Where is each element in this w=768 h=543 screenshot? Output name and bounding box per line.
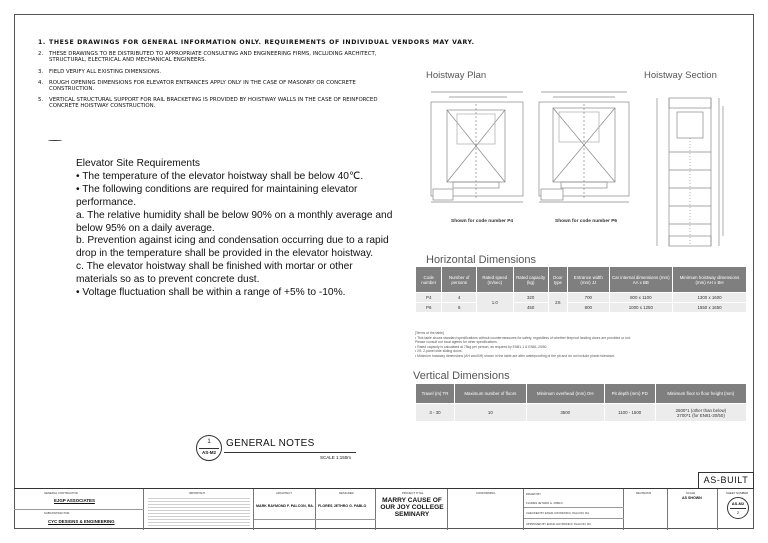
- table-cell: 450: [513, 303, 548, 313]
- note-text: ROUGH OPENING DIMENSIONS FOR ELEVATOR ENTRANCES APPLY ONLY IN THE CASE OF MASONRY OR CONCRETE CONSTRUCTION.: [49, 79, 356, 93]
- note-text: FIELD VERIFY ALL EXISTING DIMENSIONS.: [49, 68, 162, 75]
- requirement-line: • Voltage fluctuation shall be within a range of +5% to -10%.: [76, 287, 346, 299]
- table-header: Door type: [548, 267, 567, 293]
- hoistway-panel: [405, 70, 753, 430]
- architect: MARK RAYMOND F. PALCON, RA.: [256, 504, 314, 508]
- hoistway-drawings: [419, 86, 753, 251]
- detail-number: 1: [207, 439, 211, 445]
- divider: [524, 507, 624, 508]
- note-text: VERTICAL STRUCTURAL SUPPORT FOR RAIL BRACKETING IS PROVIDED BY HOISTWAY WALLS IN THE CASE OF REINFORCED CONCRETE HOISTWAY CONSTRUCTION.: [49, 97, 378, 110]
- designer-cell: [316, 489, 376, 530]
- general-notes-title: GENERAL NOTES: [226, 438, 315, 449]
- subcontractor-label: SUBCONTRACTOR: [44, 511, 70, 515]
- table-header: Minimum overhead (mm) OH: [526, 384, 604, 404]
- title-underline: [224, 452, 356, 453]
- table-cell: 700: [568, 293, 609, 303]
- revisions-cell: [624, 489, 668, 530]
- plan-caption-p6: Shown for code number P6: [555, 219, 618, 224]
- table-header: Maximum number of floors: [454, 384, 526, 404]
- table-header: Minimum hoistway dimensions (mm) AH x BH: [673, 267, 747, 293]
- drawn-by: FLORES JETHRO G. PABLO: [526, 501, 563, 505]
- requirement-line: c. The elevator hoistway shall be finished with mortar or other materials so as to prevent concrete dust.: [76, 261, 353, 286]
- table-header: Pit depth (mm) PD: [604, 384, 655, 404]
- designer: FLORES JETHRO G. PABLO: [318, 504, 367, 508]
- table-row: [416, 404, 747, 422]
- requirement-line: • The temperature of the elevator hoistway shall be below 40℃.: [76, 170, 364, 182]
- note-text: THESE DRAWINGS FOR GENERAL INFORMATION ONLY. REQUIREMENTS OF INDIVIDUAL VENDORS MAY VARY.: [49, 39, 475, 46]
- requirement-line: b. Prevention against icing and condensation occurring due to a rapid drop in the temperature shall be provided in the elevator hoistway.: [76, 235, 389, 260]
- table-header-row: [416, 267, 747, 293]
- divider: [14, 509, 144, 510]
- table-header: Minimum floor to floor height (mm): [655, 384, 746, 404]
- note-number: 3.: [38, 68, 44, 75]
- as-built-stamp: AS-BUILT: [698, 472, 754, 489]
- plan-caption-p4: Shown for code number P4: [451, 219, 514, 224]
- table-header: Rated capacity (kg): [513, 267, 548, 293]
- note-1: [38, 40, 598, 46]
- table-header: Travel (m) TR: [416, 384, 455, 404]
- conforming-label: CONFORMING: [476, 491, 496, 495]
- approved-by: APPROVED BY ENGR. RAYMOND F. PALCON, RA: [526, 522, 591, 526]
- table-cell: 320: [513, 293, 548, 303]
- horizontal-dimensions-table: [415, 266, 747, 313]
- project-title: MARRY CAUSE OF OUR JOY COLLEGE SEMINARY: [380, 497, 444, 518]
- requirement-line: • The following conditions are required for maintaining elevator performance.: [76, 183, 358, 208]
- vertical-dimensions-table: [415, 383, 747, 422]
- table-cell: 1000 x 1250: [609, 303, 673, 313]
- table-cell: 6: [442, 303, 476, 313]
- divider: [524, 518, 624, 519]
- table-cell: 3 - 30: [416, 404, 455, 422]
- table-cell: 1100 - 1500: [604, 404, 655, 422]
- table-cell: 4: [442, 293, 476, 303]
- table-cell: 10: [454, 404, 526, 422]
- general-contractor: EJGP ASSOCIATES: [54, 498, 95, 503]
- sheet-number-callout: [727, 497, 749, 519]
- table-cell: 1.0: [476, 293, 513, 313]
- scale-label: SCALE 1:150m: [320, 455, 352, 460]
- table-cell: P6: [416, 303, 442, 313]
- sheet-count: 2: [736, 510, 740, 515]
- callout-divider: [730, 508, 746, 509]
- subcontractor: CYC DESIGNS & ENGINEERING: [48, 519, 115, 524]
- footnote: • 2S: 2-panel side sliding doors.: [415, 349, 463, 354]
- revisions-label: REVISIONS: [636, 491, 652, 495]
- footnote: • This table shows standard specifications without countermeasures for safety, regardless of whether fireproof landing doors are provided or not.: [415, 335, 631, 340]
- note-number: 2.: [38, 51, 44, 58]
- table-row: [416, 303, 747, 313]
- callout-divider: [199, 448, 219, 449]
- scale-label: SCALE: [686, 491, 696, 495]
- detail-callout: [196, 435, 222, 461]
- hoistway-plan-title: Hoistway Plan: [426, 70, 487, 81]
- general-notes-title-block: [196, 435, 356, 465]
- footnote: • Minimum hoistway dimensions (AH and BH) shown in the table are after waterproofing of the pit and do not include plumb tolerance.: [415, 353, 616, 358]
- table-header: Car internal dimensions (mm) AA x BB: [609, 267, 673, 293]
- table-header: Code number: [416, 267, 442, 293]
- general-contractor-label: GENERAL CONTRACTOR: [44, 491, 78, 495]
- detail-sheet: AS-M2: [201, 450, 216, 455]
- table-cell: 3500: [526, 404, 604, 422]
- table-cell: 2S: [548, 293, 567, 313]
- project-label: PROJECT TITLE: [402, 491, 424, 495]
- fine-print: [148, 496, 250, 526]
- requirement-line: a. The relative humidity shall be below 90% on a monthly average and below 95% on a daily average.: [76, 209, 393, 234]
- note-number: 4.: [38, 79, 44, 86]
- table-cell: 800 x 1100: [609, 293, 673, 303]
- footnote: Please consult our local agents for other specifications.: [415, 340, 498, 345]
- sheet-number: AS-M2: [731, 501, 745, 506]
- elevator-site-requirements: [76, 158, 396, 300]
- table-cell: 800: [568, 303, 609, 313]
- note-mark: [48, 140, 62, 142]
- vertical-dimensions-title: Vertical Dimensions: [413, 370, 510, 382]
- table-row: [416, 293, 747, 303]
- architect-cell: [254, 489, 316, 530]
- footnote: [Terms of the table]: [415, 331, 444, 335]
- hoistway-section-title: Hoistway Section: [644, 70, 717, 81]
- table-header: Entrance width (mm) JJ: [568, 267, 609, 293]
- table-cell: P4: [416, 293, 442, 303]
- table-cell: 1550 x 1650: [673, 303, 747, 313]
- checked-by: CHECKED BY ENGR. RAYMOND F. PALCON, RA: [526, 511, 590, 515]
- horizontal-dimensions-title: Horizontal Dimensions: [426, 254, 537, 266]
- conforming-cell: [448, 489, 524, 530]
- designer-label: DESIGNER: [339, 491, 354, 495]
- table-header-row: [416, 384, 747, 404]
- title-block: [14, 488, 754, 529]
- table-header: Number of persons: [442, 267, 476, 293]
- important-label: IMPORTANT: [189, 491, 206, 495]
- note-text: THESE DRAWINGS TO BE DISTRIBUTED TO APPROPRIATE CONSULTING AND ENGINEERING FIRMS, INCLUDING ARCHITECT, STRUCTURAL, ELECTRICAL AND MECHANICAL ENGINEERS.: [49, 51, 377, 64]
- scale-value: AS SHOWN: [682, 496, 702, 500]
- note-number: 1.: [38, 39, 46, 46]
- table-footnotes: [415, 331, 747, 359]
- drawn-by-label: DRAWN BY: [526, 492, 541, 496]
- footnote: • Rated capacity is calculated at 75kg per person, as required by EN81-1 & EN81-20/50.: [415, 344, 548, 349]
- table-cell: 1300 x 1600: [673, 293, 747, 303]
- note-2: [38, 51, 598, 63]
- requirements-title: Elevator Site Requirements: [76, 158, 201, 169]
- table-cell: 2600*1 (other than below) 2700*1 (for EN81-20/50): [655, 404, 746, 422]
- divider: [254, 519, 376, 520]
- sheet-number-label: SHEET NUMBER: [726, 491, 749, 495]
- architect-label: ARCHITECT: [276, 491, 293, 495]
- table-header: Rated speed (m/sec): [476, 267, 513, 293]
- note-number: 5.: [38, 97, 44, 104]
